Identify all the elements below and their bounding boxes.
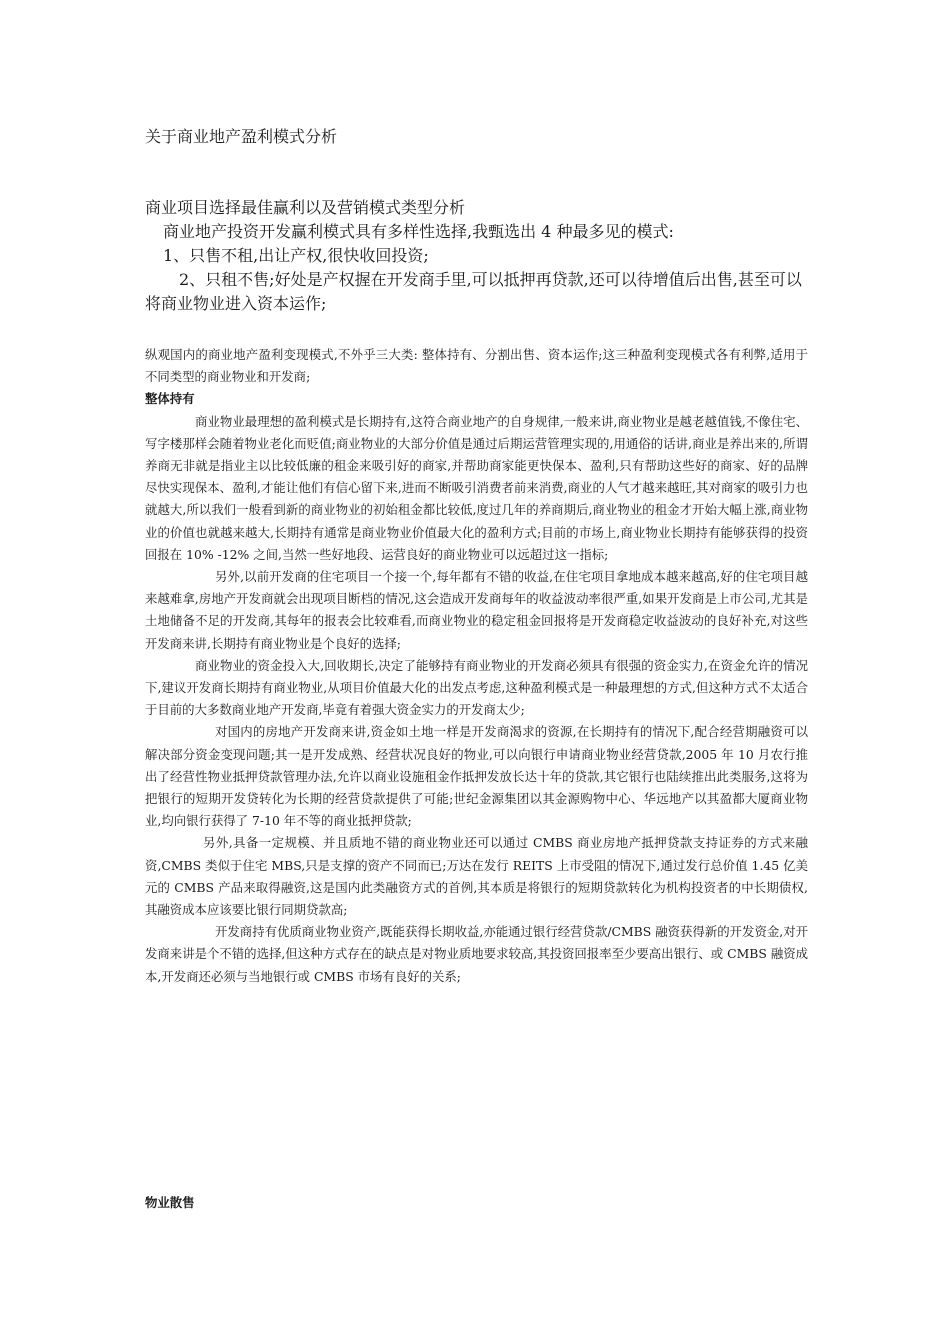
document-subtitle: 商业项目选择最佳赢利以及营销模式类型分析 [145,198,466,217]
mode-item-1: 1、只售不租,出让产权,很快收回投资; [163,246,429,265]
document-title: 关于商业地产盈利模式分析 [145,127,338,146]
holding-paragraph: 商业物业最理想的盈利模式是长期持有,这符合商业地产的自身规律,一般来讲,商业物业是越老越值钱,不像住宅、写字楼那样会随着物业老化而贬值;商业物业的大部分价值是通过后期运营管理实现的,用通俗的话讲,商业是养出来的,所谓养商无非就是指业主以比较低廉的租金来吸引好的商家,并帮助商家能更快保本、盈利,只有帮助这些好的商家、好的品牌尽快实现保本、盈利,才能让他们有信心留下来,进而不断吸引消费者前来消费,商业的人气才越来越旺,其对商家的吸引力也就越大,所以我们一般看到新的商业物业的初始租金都比较低,度过几年的养商期后,商业物业的租金才开始大幅上涨,商业物业的价值也就越来越大,长期持有通常是商业物业价值最大化的盈利方式;目前的市场上,商业物业长期持有能够获得的投资回报在 10% -12% 之间,当然一些好地段、运营良好的商业物业可以远超过这一指标; [145,413,808,562]
body-text [145,344,808,988]
mode-item-2: 2、只租不售;好处是产权握在开发商手里,可以抵押再贷款,还可以待增值后出售,甚至可以将商业物业进入资本运作; [145,270,802,313]
holding-paragraph: 对国内的房地产开发商来讲,资金如土地一样是开发商渴求的资源,在长期持有的情况下,配合经营期融资可以解决部分资金变现问题;其一是开发成熟、经营状况良好的物业,可以向银行申请商业物业经营贷款,2005 年 10 月农行推出了经营性物业抵押贷款管理办法,允许以商业设施租金作抵押发放长达十年的贷款,其它银行也陆续推出此类服务,这将为把银行的短期开发贷转化为长期的经营贷款提供了可能;世纪金源集团以其金源购物中心、华远地产以其盈都大厦商业物业,均向银行获得了 7-10 年不等的商业抵押贷款; [145,724,808,829]
section-heading-strata-sale: 物业散售 [145,1195,195,1210]
holding-paragraph: 开发商持有优质商业物业资产,既能获得长期收益,亦能通过银行经营贷款/CMBS 融资获得新的开发资金,对开发商来讲是个不错的选择,但这种方式存在的缺点是对物业质地要求较高,其投资回报率至少要高出银行、或 CMBS 融资成本,开发商还必须与当地银行或 CMBS 市场有良好的关系; [145,924,808,984]
holding-paragraph: 另外,具备一定规模、并且质地不错的商业物业还可以通过 CMBS 商业房地产抵押贷款支持证券的方式来融资,CMBS 类似于住宅 MBS,只是支撑的资产不同而已;万达在发行 REITS 上市受阻的情况下,通过发行总价值 1.45 亿美元的 CMBS 产品来取得融资,这是国内此类融资方式的首例,其本质是将银行的短期贷款转化为机构投资者的中长期债权,其融资成本应该要比银行同期贷款高; [145,835,808,918]
intro-block [145,196,805,316]
intro-paragraph: 商业地产投资开发赢利模式具有多样性选择,我甄选出 4 种最多见的模式: [163,222,674,241]
overview-paragraph: 纵观国内的商业地产盈利变现模式,不外乎三大类: 整体持有、分割出售、资本运作;这三种盈利变现模式各有利弊,适用于不同类型的商业物业和开发商; [145,347,808,385]
section-heading-holding: 整体持有 [145,391,195,407]
holding-paragraph: 另外,以前开发商的住宅项目一个接一个,每年都有不错的收益,在住宅项目拿地成本越来越高,好的住宅项目越来越难拿,房地产开发商就会出现项目断档的情况,这会造成开发商每年的收益波动率很严重,如果开发商是上市公司,尤其是土地储备不足的开发商,其每年的报表会比较难看,而商业物业的稳定租金回报将是开发商稳定收益波动的良好补充,对这些开发商来讲,长期持有商业物业是个良好的选择; [145,569,808,651]
holding-paragraph: 商业物业的资金投入大,回收期长,决定了能够持有商业物业的开发商必须具有很强的资金实力,在资金允许的情况下,建议开发商长期持有商业物业,从项目价值最大化的出发点考虑,这种盈利模式是一种最理想的方式,但这种方式不太适合于目前的大多数商业地产开发商,毕竟有着强大资金实力的开发商太少; [145,657,808,718]
